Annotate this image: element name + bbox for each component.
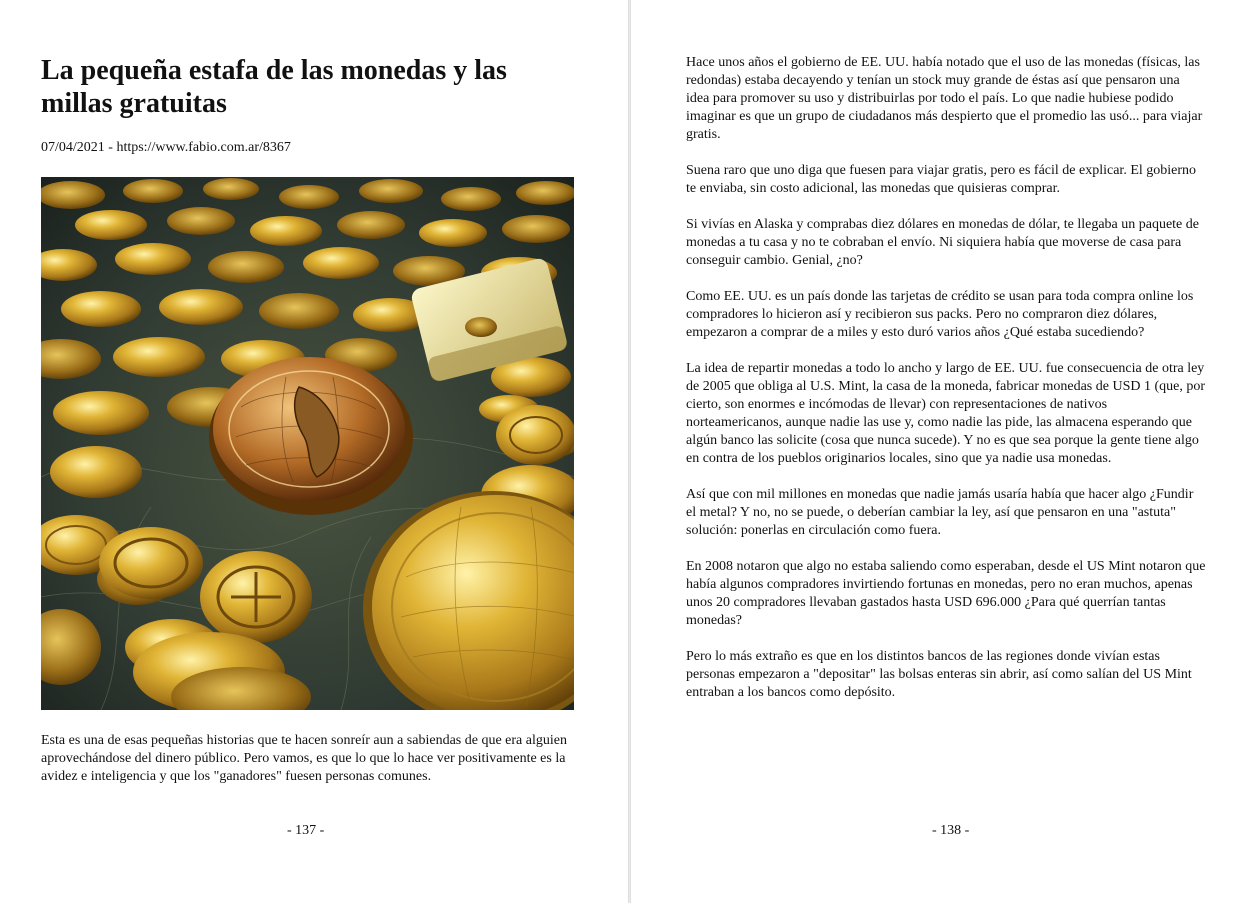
paragraph: Si vivías en Alaska y comprabas diez dólares en monedas de dólar, te llegaba un paquete de monedas a tu casa y no te cobraban el envío. Ni siquiera había que moverse de casa para conseguir cambio. Genial, ¿no? xyxy=(686,217,1199,268)
page-number: - 137 - xyxy=(287,823,325,838)
right-page xyxy=(631,0,1251,903)
page-number: - 138 - xyxy=(932,823,970,838)
article-date-url: 07/04/2021 - https://www.fabio.com.ar/8367 xyxy=(41,140,291,155)
paragraph: La idea de repartir monedas a todo lo ancho y largo de EE. UU. fue consecuencia de otra ley de 2005 que obliga al U.S. Mint, la casa de la moneda, fabricar monedas de USD 1 (que, por cierto, son enormes e incómodas de llevar) con representaciones de nativos norteamericanos, aunque nadie las use y, como nadie las pide, las almacena esperando que algún banco las solicite (cosa que nunca sucede). Y no es que sea porque la gente tiene algo en contra de los pueblos originarios locales, sino que ya nadie usa monedas. xyxy=(686,361,1206,466)
paragraph: En 2008 notaron que algo no estaba saliendo como esperaban, desde el US Mint notaron que había algunos compradores invirtiendo fortunas en monedas, pero no eran muchos, apenas unos 20 compradores llevaban gastados hasta USD 696.000 ¿Para qué querrían tantas monedas? xyxy=(686,559,1206,628)
paragraph: Hace unos años el gobierno de EE. UU. había notado que el uso de las monedas (físicas, las redondas) estaba decayendo y tenían un stock muy grande de éstas así que pensaron una idea para promover su uso y distribuirlas por todo el país. Lo que nadie hubiese podido imaginar es que un grupo de ciudadanos más despierto que el promedio las usó... para viajar gratis. xyxy=(686,55,1203,142)
paragraph: Así que con mil millones en monedas que nadie jamás usaría había que hacer algo ¿Fundir el metal? Y no, no se puede, o deberían cambiar la ley, así que pensaron en una "astuta" solución: ponerlas en circulación como fuera. xyxy=(686,487,1194,538)
article-body xyxy=(686,54,1206,720)
gold-coins-illustration xyxy=(41,177,574,710)
article-intro: Esta es una de esas pequeñas historias que te hacen sonreír aun a sabiendas de que era alguien aprovechándose del dinero público. Pero vamos, es que lo que lo hace ver positivamente es la avidez e inteligencia y que los "ganadores" fuesen personas comunes. xyxy=(41,733,567,784)
paragraph: Pero lo más extraño es que en los distintos bancos de las regiones donde vivían estas personas empezaron a "depositar" las bolsas enteras sin abrir, así como salían del US Mint entraban a los bancos como depósito. xyxy=(686,649,1192,700)
paragraph: Suena raro que uno diga que fuesen para viajar gratis, pero es fácil de explicar. El gobierno te enviaba, sin costo adicional, las monedas que quisieras comprar. xyxy=(686,163,1197,196)
paragraph: Como EE. UU. es un país donde las tarjetas de crédito se usan para toda compra online los compradores lo hicieron así y recibieron sus packs. Pero no compraron diez dólares, empezaron a comprar de a miles y esto duró varios años ¿Qué estaba sucediendo? xyxy=(686,289,1194,340)
article-title: La pequeña estafa de las monedas y las millas gratuitas xyxy=(41,55,507,119)
